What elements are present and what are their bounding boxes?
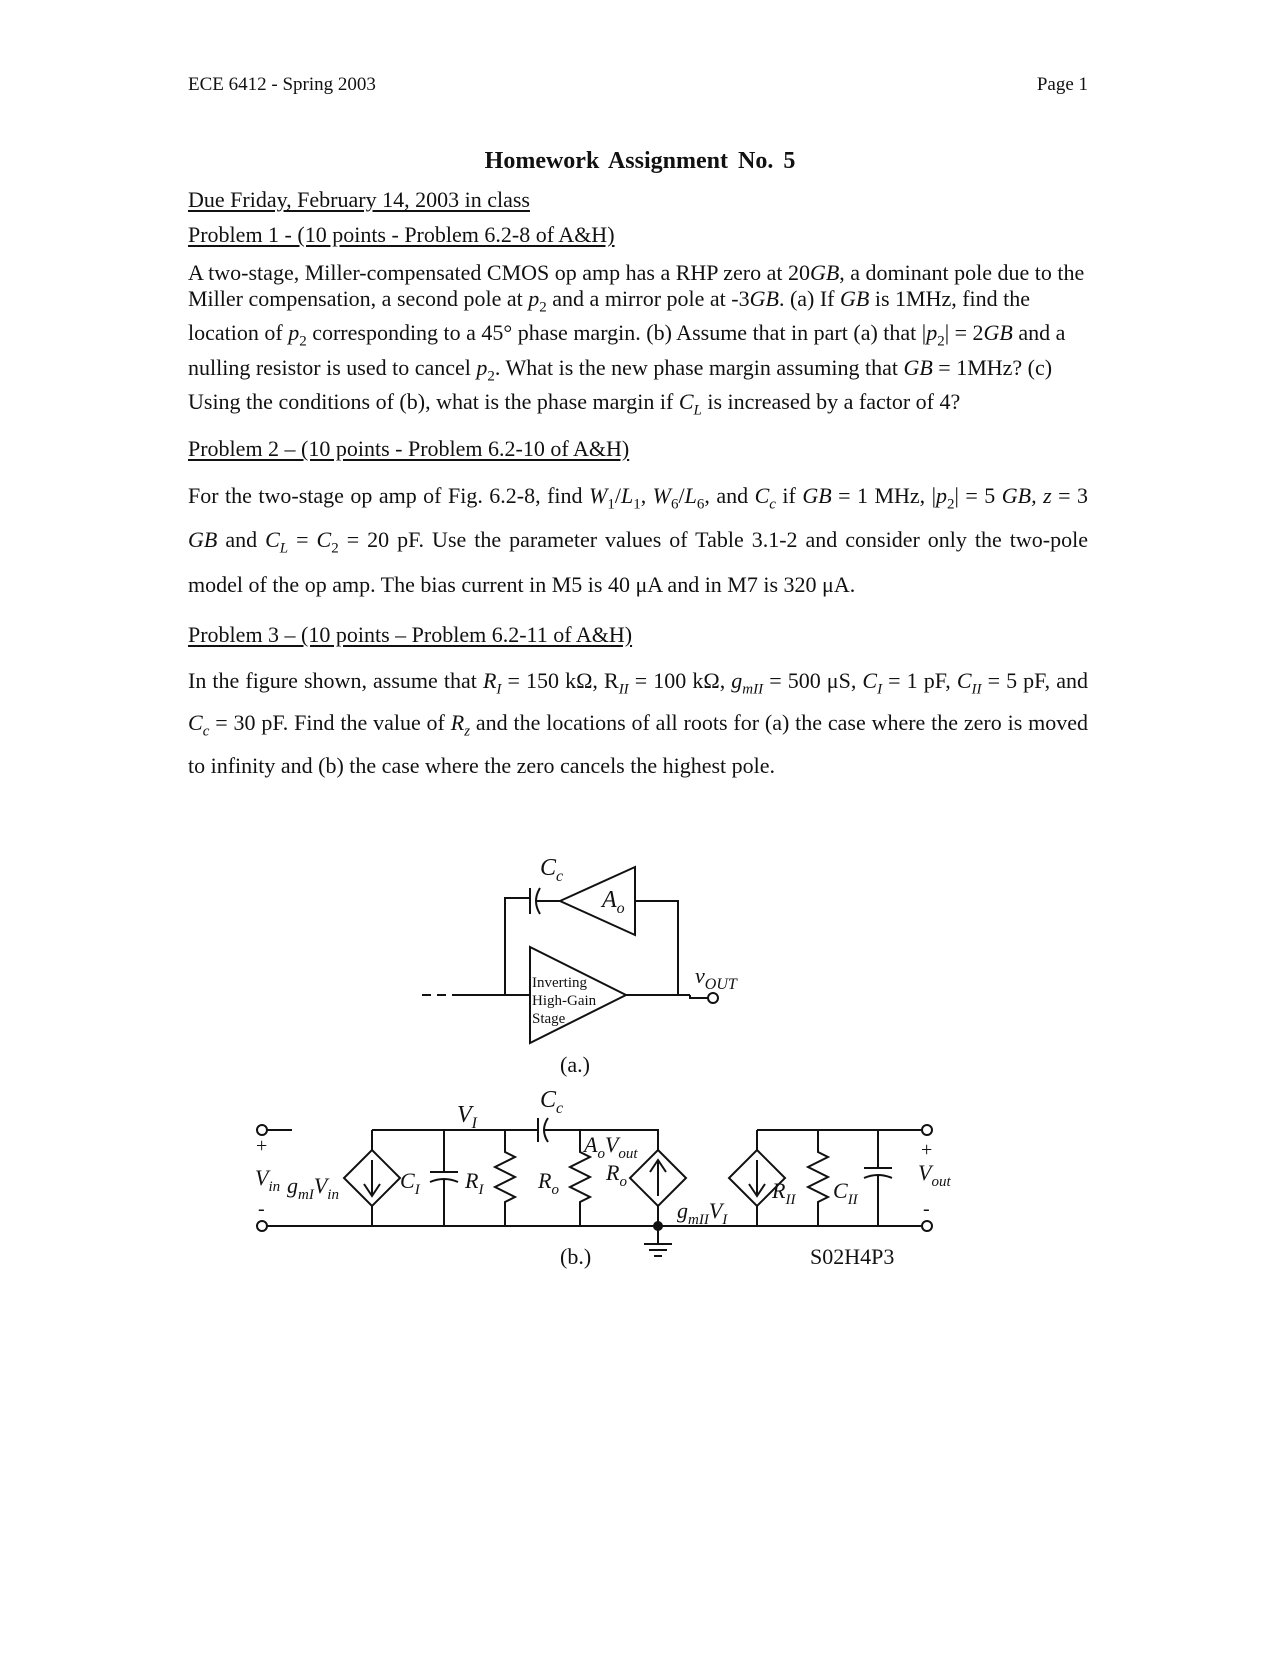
gm1-label: $g_{mI}V_{in}$ <box>287 1173 339 1203</box>
output-to-terminal <box>690 995 708 998</box>
problem-1-heading: Problem 1 - (10 points - Problem 6.2-8 of A&H) <box>188 222 615 247</box>
due-date: Due Friday, February 14, 2003 in class <box>188 187 530 212</box>
figure-b <box>255 1087 951 1269</box>
cc-label-a: $C_c$ <box>540 855 564 885</box>
page-title: Homework Assignment No. 5 <box>484 148 796 174</box>
figure-b-caption: (b.) <box>560 1244 592 1269</box>
rii-resistor <box>808 1130 828 1226</box>
stage-label-1: Inverting <box>532 975 587 991</box>
figure-a-caption: (a.) <box>560 1052 590 1077</box>
vin-plus-terminal <box>257 1125 267 1135</box>
ro-label-2: $R_o$ <box>606 1160 627 1190</box>
vout-plus-terminal <box>922 1125 932 1135</box>
problem-3-heading: Problem 3 – (10 points – Problem 6.2-11 of A&H) <box>188 622 633 647</box>
ground-icon <box>644 1226 672 1256</box>
vin-label: $V_{in}$ <box>255 1165 281 1195</box>
vout-terminal-a <box>708 993 718 1003</box>
course-header: ECE 6412 - Spring 2003 <box>188 74 376 95</box>
vin-minus-sign: - <box>258 1198 265 1220</box>
problem-2-text: For the two-stage op amp of Fig. 6.2-8, find $W_1/L_1$, $W_6/L_6$, and $C_c$ if GB = 1 MHz, $|p_2| = 5$ GB, z = 3 GB and $C_L = C_2 = 20$ pF. Use the parameter values of Table 3.1-2 and consider only the two-pole model of the op amp. The bias current in M5 is 40 μA and in M7 is 320 μA. <box>188 483 1088 597</box>
cc-label-b: $C_c$ <box>540 1087 564 1117</box>
gm2-arrow-icon <box>749 1160 765 1196</box>
stage-label-2: High-Gain <box>532 993 597 1009</box>
cii-capacitor <box>864 1130 892 1226</box>
ao-label: $A_o$ <box>602 887 625 917</box>
cc-capacitor-left-plate <box>505 888 530 914</box>
figure-code: S02H4P3 <box>810 1244 895 1269</box>
vi-label: $V_I$ <box>457 1102 477 1132</box>
vin-plus-sign: + <box>256 1135 268 1157</box>
ro-label-1: $R_o$ <box>538 1168 559 1198</box>
cc-capacitor-b <box>530 1118 580 1142</box>
aovout-arrow-icon <box>650 1160 666 1196</box>
cii-label: $C_{II}$ <box>833 1178 858 1208</box>
vout-label-a: $v_{OUT}$ <box>695 963 737 993</box>
page-number: Page 1 <box>1036 74 1088 95</box>
problem-1-text: A two-stage, Miller-compensated CMOS op amp has a RHP zero at 20GB, a dominant pole due to the Miller compensation, a second pole at $p_2$ and a mirror pole at -3GB. (a) If GB is 1MHz, find the location of $p_2$ corresponding to a 45° phase margin. (b) Assume that in part (a) that $|p_2| = 2GB$ and a nulling resistor is used to cancel $p_2$. What is the new phase margin assuming that GB = 1MHz? (c) Using the conditions of (b), what is the phase margin if $C_L$ is increased by a factor of 4? <box>188 260 1085 419</box>
vout-minus-terminal <box>922 1221 932 1231</box>
ri-label: $R_I$ <box>465 1168 484 1198</box>
figure-a <box>422 855 738 1077</box>
circuit-figure <box>250 850 1030 1280</box>
stage-label-3: Stage <box>532 1011 566 1027</box>
feedback-wire-left <box>505 904 530 995</box>
gm2-label: $g_{mII}V_I$ <box>677 1198 728 1228</box>
vin-minus-terminal <box>257 1221 267 1231</box>
aovout-label: $A_oV_{out}$ <box>584 1132 638 1162</box>
vout-minus-sign: - <box>923 1198 930 1220</box>
feedback-wire-right <box>635 901 690 995</box>
rii-label: $R_{II}$ <box>772 1178 796 1208</box>
ri-resistor <box>495 1130 515 1226</box>
cc-capacitor-right-plate <box>536 888 560 914</box>
gm1-arrow-icon <box>364 1160 380 1196</box>
problem-3-text: In the figure shown, assume that $R_I = 150$ kΩ, $R_{II} = 100$ kΩ, $g_{mII} = 500$ μS, $C_I = 1$ pF, $C_{II} = 5$ pF, and $C_c = 30$ pF. Find the value of $R_z$ and the locations of all roots for (a) the case where the zero is moved to infinity and (b) the case where the zero cancels the highest pole. <box>188 668 1089 778</box>
ci-label: $C_I$ <box>400 1168 420 1198</box>
ci-capacitor <box>430 1130 458 1226</box>
problem-2-heading: Problem 2 – (10 points - Problem 6.2-10 of A&H) <box>188 436 630 461</box>
vout-label-b: $V_{out}$ <box>918 1160 951 1190</box>
vout-plus-sign: + <box>921 1139 933 1161</box>
